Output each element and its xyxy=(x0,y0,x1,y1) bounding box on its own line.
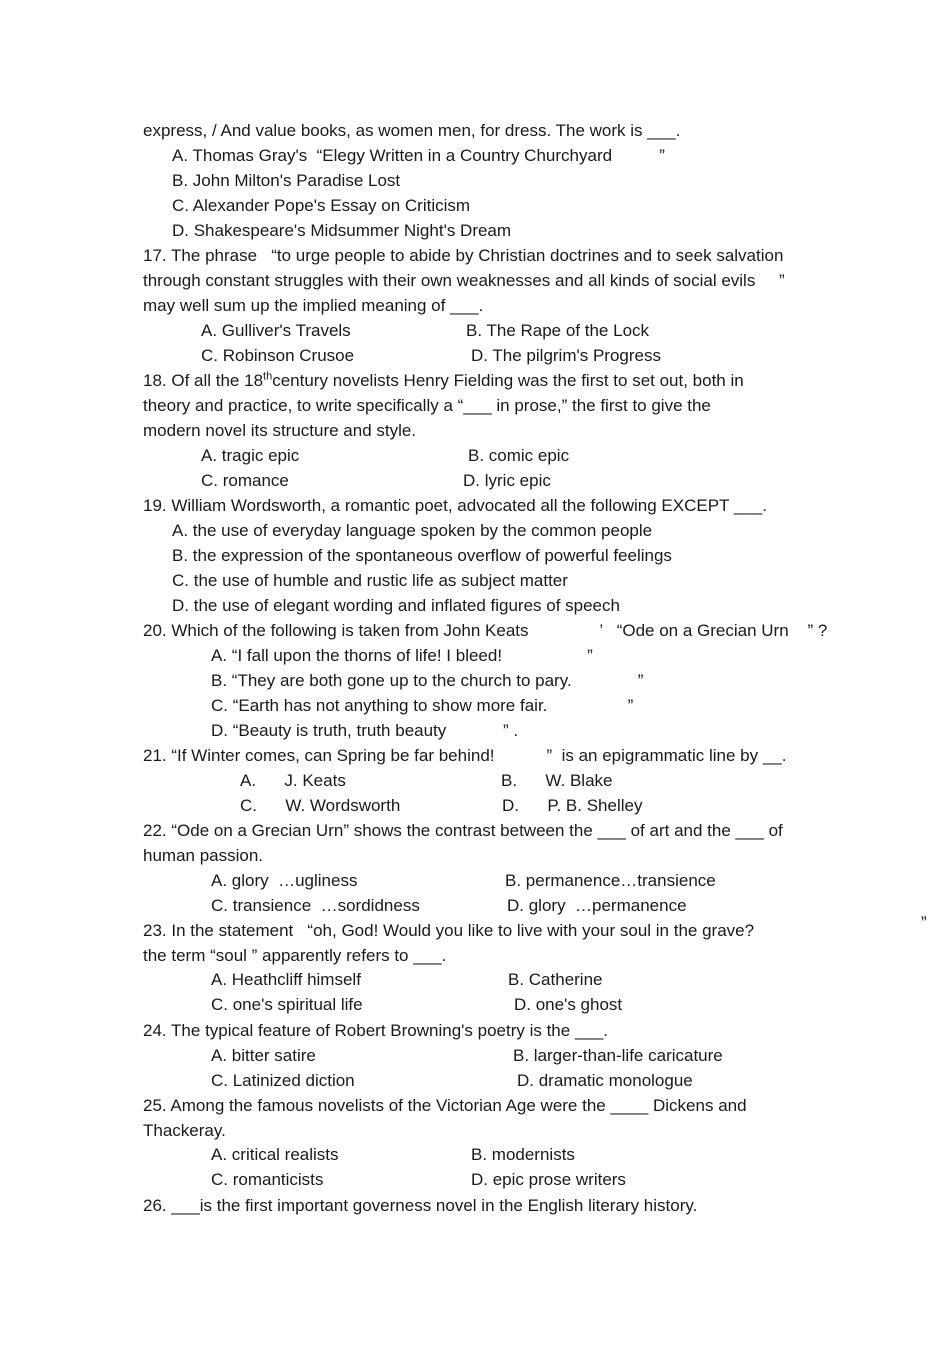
q18-option-a: A. tragic epic xyxy=(201,446,300,465)
q20-stem: 20. Which of the following is taken from John Keats ’ “Ode on a Grecian Urn ” ? xyxy=(143,621,828,640)
q18-stem-line1 xyxy=(143,371,744,391)
q21-stem: 21. “If Winter comes, can Spring be far behind! ” is an epigrammatic line by __. xyxy=(143,746,787,765)
q17-option-d: D. The pilgrim's Progress xyxy=(471,346,661,365)
q20-option-c: C. “Earth has not anything to show more fair. ” xyxy=(211,696,634,715)
q24-option-c: C. Latinized diction xyxy=(211,1071,355,1090)
q23-option-d: D. one's ghost xyxy=(514,995,623,1014)
q22-option-a: A. glory …ugliness xyxy=(211,871,358,890)
q23-stem-line2: the term “soul ” apparently refers to ___. xyxy=(143,946,447,965)
q23-option-c: C. one's spiritual life xyxy=(211,995,363,1014)
q21-option-a: A. J. Keats xyxy=(240,771,346,790)
q19-option-c: C. the use of humble and rustic life as subject matter xyxy=(172,571,568,590)
q17-stem-line2: through constant struggles with their own weaknesses and all kinds of social evils ” xyxy=(143,271,785,290)
q22-option-d: D. glory …permanence xyxy=(507,896,687,915)
q16-option-b: B. John Milton's Paradise Lost xyxy=(172,171,401,190)
q25-option-a: A. critical realists xyxy=(211,1145,339,1164)
q25-stem-line1: 25. Among the famous novelists of the Victorian Age were the ____ Dickens and xyxy=(143,1096,747,1115)
q22-stem-line1: 22. “Ode on a Grecian Urn” shows the contrast between the ___ of art and the ___ of xyxy=(143,821,783,840)
q21-option-d: D. P. B. Shelley xyxy=(502,796,643,815)
q16-option-a: A. Thomas Gray's “Elegy Written in a Country Churchyard ” xyxy=(172,146,665,165)
q18-superscript: th xyxy=(263,370,273,383)
q20-option-d: D. “Beauty is truth, truth beauty ” . xyxy=(211,721,519,740)
q20-option-a: A. “I fall upon the thorns of life! I bleed! ” xyxy=(211,646,593,665)
q16-option-d: D. Shakespeare's Midsummer Night's Dream xyxy=(172,221,512,240)
q23-option-a: A. Heathcliff himself xyxy=(211,970,361,989)
q17-option-a: A. Gulliver's Travels xyxy=(201,321,351,340)
q22-option-b: B. permanence…transience xyxy=(505,871,716,890)
q23-closing-quote: ” xyxy=(921,913,927,932)
q25-option-c: C. romanticists xyxy=(211,1170,324,1189)
q16-option-c: C. Alexander Pope's Essay on Criticism xyxy=(172,196,471,215)
q25-stem-line2: Thackeray. xyxy=(143,1121,226,1140)
q17-stem-line1: 17. The phrase “to urge people to abide by Christian doctrines and to seek salvation xyxy=(143,246,784,265)
q18-stem-line2: theory and practice, to write specifically a “___ in prose,” the first to give the xyxy=(143,396,711,415)
q18-stem-line1-before: 18. Of all the 18 xyxy=(143,371,264,390)
q20-option-b: B. “They are both gone up to the church to pary. ” xyxy=(211,671,644,690)
q17-option-b: B. The Rape of the Lock xyxy=(466,321,650,340)
q19-option-d: D. the use of elegant wording and inflated figures of speech xyxy=(172,596,620,615)
q24-option-b: B. larger-than-life caricature xyxy=(513,1046,723,1065)
q23-stem-line1: 23. In the statement “oh, God! Would you like to live with your soul in the grave? xyxy=(143,921,755,940)
q18-option-b: B. comic epic xyxy=(468,446,570,465)
q17-option-c: C. Robinson Crusoe xyxy=(201,346,355,365)
q18-option-c: C. romance xyxy=(201,471,289,490)
q25-option-d: D. epic prose writers xyxy=(471,1170,626,1189)
q23-option-b: B. Catherine xyxy=(508,970,603,989)
q19-stem: 19. William Wordsworth, a romantic poet, advocated all the following EXCEPT ___. xyxy=(143,496,767,515)
q24-stem: 24. The typical feature of Robert Browning's poetry is the ___. xyxy=(143,1021,609,1040)
q26-stem: 26. ___is the first important governess novel in the English literary history. xyxy=(143,1196,698,1215)
q24-option-a: A. bitter satire xyxy=(211,1046,316,1065)
q21-option-b: B. W. Blake xyxy=(501,771,613,790)
q18-stem-line3: modern novel its structure and style. xyxy=(143,421,417,440)
q16-stem-end: express, / And value books, as women men, for dress. The work is ___. xyxy=(143,121,681,140)
q22-option-c: C. transience …sordidness xyxy=(211,896,420,915)
q19-option-a: A. the use of everyday language spoken by the common people xyxy=(172,521,653,540)
q18-option-d: D. lyric epic xyxy=(463,471,551,490)
q25-option-b: B. modernists xyxy=(471,1145,575,1164)
q17-stem-line3: may well sum up the implied meaning of ___. xyxy=(143,296,484,315)
q21-option-c: C. W. Wordsworth xyxy=(240,796,401,815)
q18-stem-line1-after: century novelists Henry Fielding was the first to set out, both in xyxy=(272,371,744,390)
q22-stem-line2: human passion. xyxy=(143,846,264,865)
q19-option-b: B. the expression of the spontaneous overflow of powerful feelings xyxy=(172,546,672,565)
q24-option-d: D. dramatic monologue xyxy=(517,1071,693,1090)
